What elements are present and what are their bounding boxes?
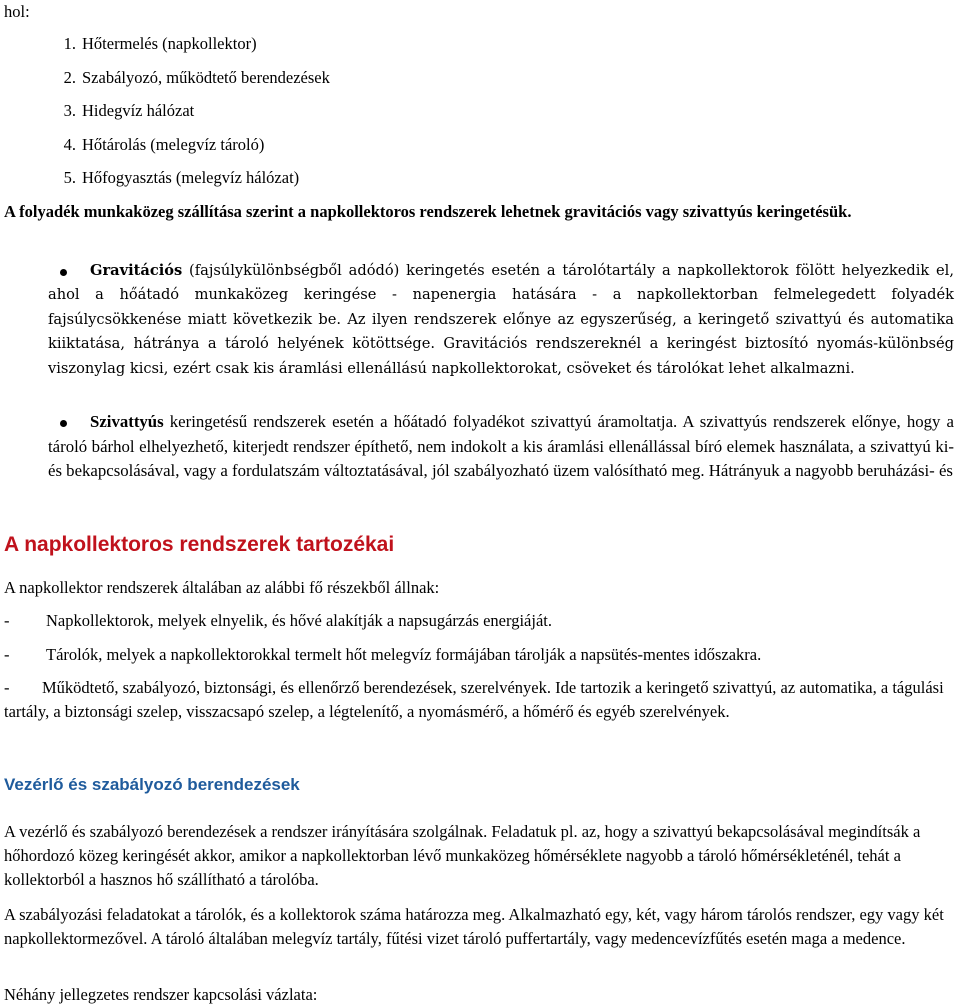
dash-marker: -	[4, 678, 10, 697]
bullet-pump	[48, 410, 954, 484]
bullet-gravitational	[48, 259, 954, 381]
section-intro: A napkollektor rendszerek általában az alábbi fő részekből állnak:	[4, 578, 440, 597]
list-item	[0, 66, 330, 100]
list-number: 1.	[63, 34, 76, 53]
body-paragraph: A szabályozási feladatokat a tárolók, és a kollektorok száma határozza meg. Alkalmazható egy, két, vagy három tárolós rendszer, egy vagy két napkollektormezővel. A tároló általában melegvíz tartály, fűtési vizet tároló puffertartály, vagy medencevízfűtés esetén maga a medence.	[4, 905, 944, 948]
dash-list-item	[4, 676, 954, 724]
list-item	[0, 133, 330, 167]
body-paragraph: Néhány jellegzetes rendszer kapcsolási vázlata:	[4, 985, 318, 1004]
bullet-text: keringetésű rendszerek esetén a hőátadó folyadékot szivattyú áramoltatja. A szivattyús rendszerek előnye, hogy a tároló bárhol elhelyezhető, kiterjedt rendszer építhető, nem indokolt a kis áramlási ellenállással bíró elemek használata, a szivattyú ki- és bekapcsolásával, vagy a fordulatszám változtatásával, jól szabályozható üzem valósítható meg. Hátrányuk a nagyobb beruházási- és	[48, 412, 954, 481]
body-paragraph: A vezérlő és szabályozó berendezések a rendszer irányítására szolgálnak. Feladatuk pl. az, hogy a szivattyú bekapcsolásával megindítsák a hőhordozó közeg keringését akkor, amikor a napkollektorban lévő munkaközeg hőmérséklete nagyobb a tároló hőmérsékleténél, tehát a kollektorból a hasznos hő szállítható a tárolóba.	[4, 822, 921, 889]
dash-text: Működtető, szabályozó, biztonsági, és ellenőrző berendezések, szerelvények. Ide tartozik a keringető szivattyú, az automatika, a tágulási tartály, a biztonsági szelep, visszacsapó szelep, a légtelenítő, a nyomásmérő, a hőmérő és egyéb szerelvények.	[4, 678, 944, 721]
list-item	[0, 32, 330, 66]
dash-text: Napkollektorok, melyek elnyelik, és hővé alakítják a napsugárzás energiáját.	[46, 611, 552, 630]
dash-marker: -	[4, 645, 10, 664]
bullet-paragraph	[48, 410, 954, 484]
intro-paragraph: A folyadék munkaközeg szállítása szerint a napkollektoros rendszerek lehetnek gravitációs vagy szivattyús keringetésük.	[4, 202, 852, 221]
bullet-dot-icon	[60, 420, 67, 427]
section-heading: A napkollektoros rendszerek tartozékai	[4, 533, 395, 556]
list-number: 3.	[63, 101, 76, 120]
list-text: Szabályozó, működtető berendezések	[82, 67, 330, 87]
bullet-dot-icon	[60, 269, 67, 276]
component-list	[0, 32, 330, 200]
list-item	[0, 99, 330, 133]
list-number: 4.	[63, 134, 76, 154]
list-text: Hőfogyasztás (melegvíz hálózat)	[82, 168, 300, 187]
list-number: 5.	[63, 168, 76, 187]
list-text: Hőtermelés (napkollektor)	[82, 34, 257, 53]
dash-list-item	[4, 609, 954, 633]
dash-list-item	[4, 643, 954, 667]
bullet-text: (fajsúlykülönbségből adódó) keringetés esetén a tárolótartály a napkollektorok fölött helyezkedik el, ahol a hőátadó munkaközeg keringése - napenergia hatására - a napkollektorban felmelegedett folyadék fajsúlycsökkenése miatt következik be. Az ilyen rendszerek előnye az egyszerűség, a keringető szivattyú és automatika kiiktatása, hátránya a tároló helyének kötöttsége. Gravitációs rendszereknél a keringést biztosító nyomás-különbség viszonylag kicsi, ezért csak kis áramlási ellenállású napkollektorokat, csöveket és tárolókat lehet alkalmazni.	[48, 262, 954, 377]
hol-label: hol:	[4, 2, 30, 21]
list-item	[0, 166, 330, 200]
bullet-term: Gravitációs	[90, 262, 183, 279]
subsection-heading: Vezérlő és szabályozó berendezések	[4, 775, 300, 794]
dash-marker: -	[4, 611, 10, 630]
bullet-paragraph	[48, 259, 954, 381]
list-text: Hőtárolás (melegvíz tároló)	[82, 134, 265, 154]
list-number: 2.	[63, 67, 76, 87]
list-text: Hidegvíz hálózat	[82, 101, 195, 120]
dash-text: Tárolók, melyek a napkollektorokkal termelt hőt melegvíz formájában tárolják a napsütés-mentes időszakra.	[46, 645, 762, 664]
bullet-term: Szivattyús	[90, 412, 164, 431]
